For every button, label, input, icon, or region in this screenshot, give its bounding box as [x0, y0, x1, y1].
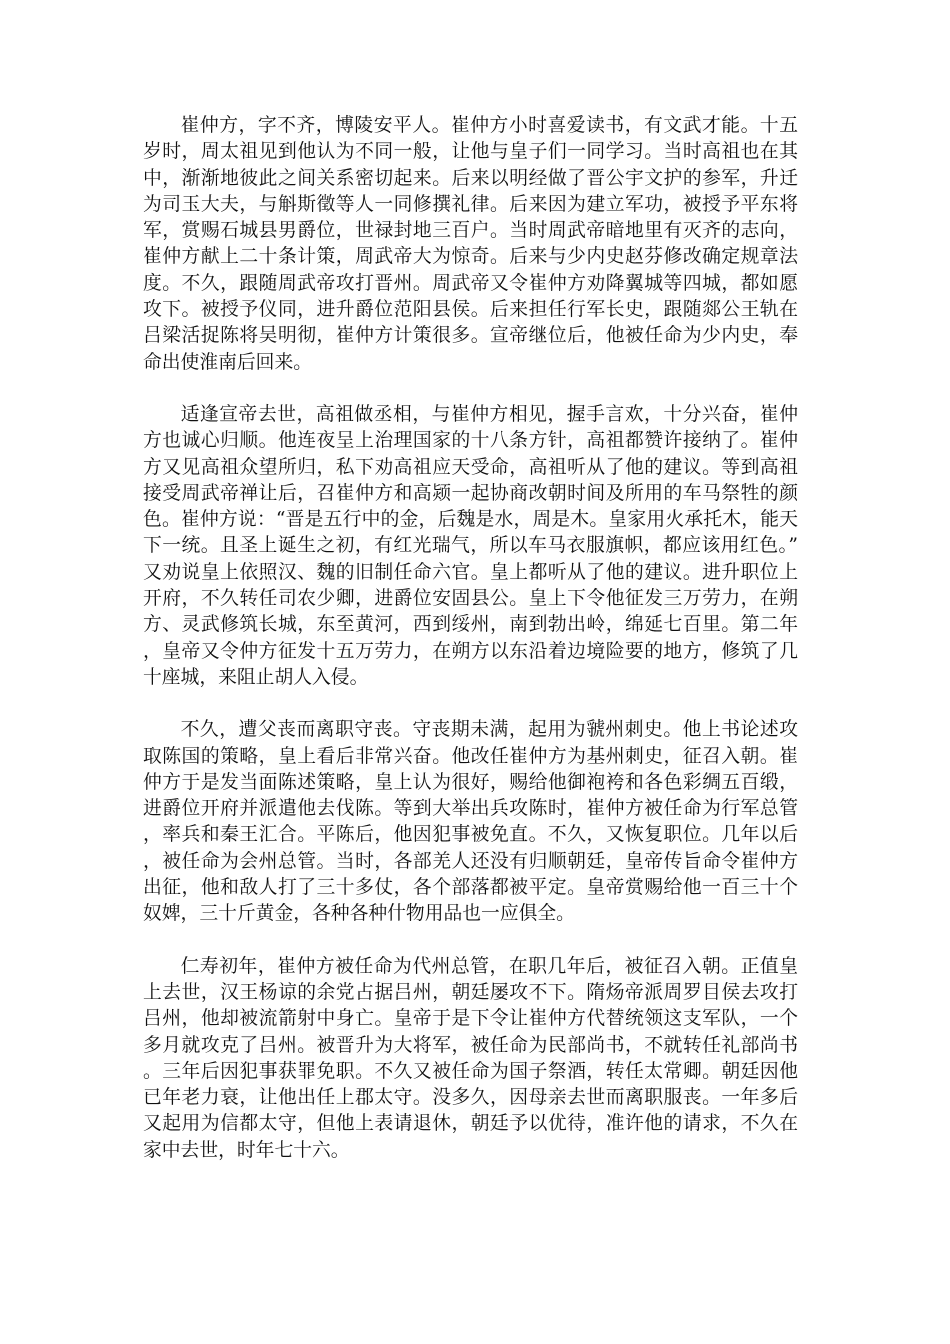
paragraph-3: 不久，遭父丧而离职守丧。守丧期未满，起用为虢州刺史。他上书论述攻取陈国的策略，皇上看后非常兴奋。他改任崔仲方为基州刺史，征召入朝。崔仲方于是发当面陈述策略，皇上认为很好，赐给他御袍袴和各色彩绸五百缎，进爵位开府并派遣他去伐陈。等到大举出兵攻陈时，崔仲方被任命为行军总管，率兵和秦王汇合。平陈后，他因犯事被免直。不久，又恢复职位。几年以后，被任命为会州总管。当时，各部羌人还没有归顺朝廷，皇帝传旨命令崔仲方出征，他和敌人打了三十多仗，各个部落都被平定。皇帝赏赐给他一百三十个奴婢，三十斤黄金，各种各种什物用品也一应俱全。 [143, 719, 798, 925]
paragraph-1: 崔仲方，字不齐，博陵安平人。崔仲方小时喜爱读书，有文武才能。十五岁时，周太祖见到他认为不同一般，让他与皇子们一同学习。当时高祖也在其中，渐渐地彼此之间关系密切起来。后来以明经做了晋公宇文护的参军，升迁为司玉大夫，与斛斯徵等人一同修撰礼律。后来因为建立军功，被授予平东将军，赏赐石城县男爵位，世禄封地三百户。当时周武帝暗地里有灭齐的志向，崔仲方献上二十条计策，周武帝大为惊奇。后来与少内史赵芬修改确定规章法度。不久，跟随周武帝攻打晋州。周武帝又令崔仲方劝降翼城等四城，都如愿攻下。被授予仪同，进升爵位范阳县侯。后来担任行军长史，跟随郯公王轨在吕梁活捉陈将吴明彻，崔仲方计策很多。宣帝继位后，他被任命为少内史，奉命出使淮南后回来。 [143, 115, 798, 373]
paragraph-2: 适逢宣帝去世，高祖做丞相，与崔仲方相见，握手言欢，十分兴奋，崔仲方也诚心归顺。他连夜呈上治理国家的十八条方针，高祖都赞许接纳了。崔仲方又见高祖众望所归，私下劝高祖应天受命，高祖听从了他的建议。等到高祖接受周武帝禅让后，召崔仲方和高颎一起协商改朝时间及所用的车马祭牲的颜色。崔仲方说：“晋是五行中的金，后魏是水，周是木。皇家用火承托木，能天下一统。且圣上诞生之初，有红光瑞气，所以车马衣服旗帜，都应该用红色。”又劝说皇上依照汉、魏的旧制任命六官。皇上都听从了他的建议。进升职位上开府，不久转任司农少卿，进爵位安固县公。皇上下令他征发三万劳力，在朔方、灵武修筑长城，东至黄河，西到绥州，南到勃出岭，绵延七百里。第二年，皇帝又令仲方征发十五万劳力，在朔方以东沿着边境险要的地方，修筑了几十座城，来阻止胡人入侵。 [143, 403, 798, 688]
document-body [143, 113, 798, 1190]
paragraph-4: 仁寿初年，崔仲方被任命为代州总管，在职几年后，被征召入朝。正值皇上去世，汉王杨谅的余党占据吕州，朝廷屡攻不下。隋炀帝派周罗目侯去攻打吕州，他却被流箭射中身亡。皇帝于是下令让崔仲方代替统领这支军队，一个多月就攻克了吕州。被晋升为大将军，被任命为民部尚书，不就转任礼部尚书。三年后因犯事获罪免职。不久又被任命为国子祭酒，转任太常卿。朝廷因他已年老力衰，让他出任上郡太守。没多久，因母亲去世而离职服丧。一年多后又起用为信都太守，但他上表请退休，朝廷予以优待，准许他的请求，不久在家中去世，时年七十六。 [143, 955, 798, 1161]
